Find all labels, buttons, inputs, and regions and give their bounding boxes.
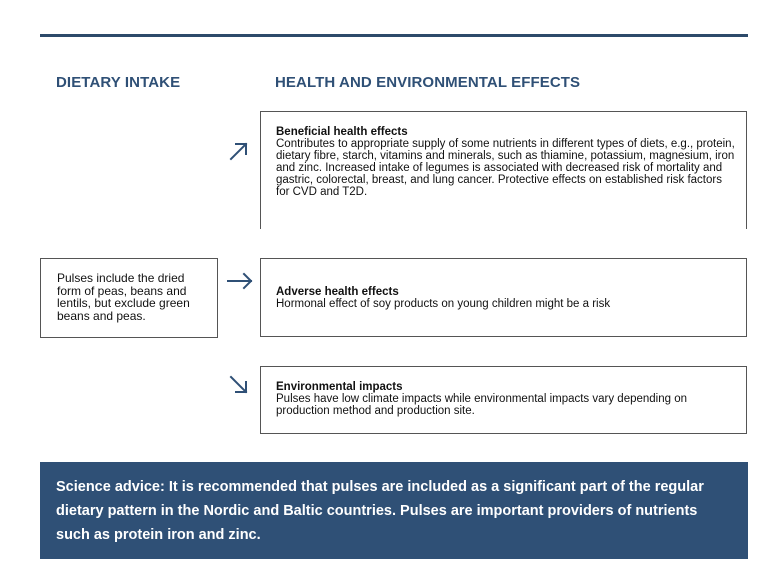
effect-title-beneficial: Beneficial health effects xyxy=(276,126,408,138)
effect-box-adverse xyxy=(260,258,747,337)
effect-text-adverse: Hormonal effect of soy products on young children might be a risk xyxy=(276,298,611,310)
effect-title-environmental: Environmental impacts xyxy=(276,381,403,393)
effect-title-adverse: Adverse health effects xyxy=(276,286,399,298)
intake-text: Pulses include the dried form of peas, beans and lentils, but exclude green beans and peas. xyxy=(57,271,190,323)
heading-dietary-intake: DIETARY INTAKE xyxy=(56,74,181,91)
effect-text-environmental: Pulses have low climate impacts while environmental impacts vary depending on production method and production site. xyxy=(276,393,688,417)
arrow-down-right-icon xyxy=(228,374,250,396)
effect-box-beneficial xyxy=(260,111,747,229)
arrow-up-right-icon xyxy=(228,140,250,162)
intake-box xyxy=(40,258,218,338)
top-rule xyxy=(40,34,748,37)
heading-health-environmental-effects: HEALTH AND ENVIRONMENTAL EFFECTS xyxy=(275,74,581,91)
arrow-right-icon xyxy=(226,271,254,291)
science-advice-banner xyxy=(40,462,748,559)
effect-text-beneficial: Contributes to appropriate supply of some nutrients in different types of diets, e.g., protein, dietary fibre, starch, vitamins and minerals, such as thiamine, potassium, magnesium, iron and zinc. Increased intake of legumes is associated with decreased risk of mortality and gastric, colorectal, breast, and lung cancer. Protective effects on established risk factors for CVD and T2D. xyxy=(276,138,735,198)
effect-box-environmental xyxy=(260,366,747,434)
science-advice-text: Science advice: It is recommended that pulses are included as a significant part of the regular dietary pattern in the Nordic and Baltic countries. Pulses are important providers of nutrients such as protein iron and zinc. xyxy=(56,479,704,543)
